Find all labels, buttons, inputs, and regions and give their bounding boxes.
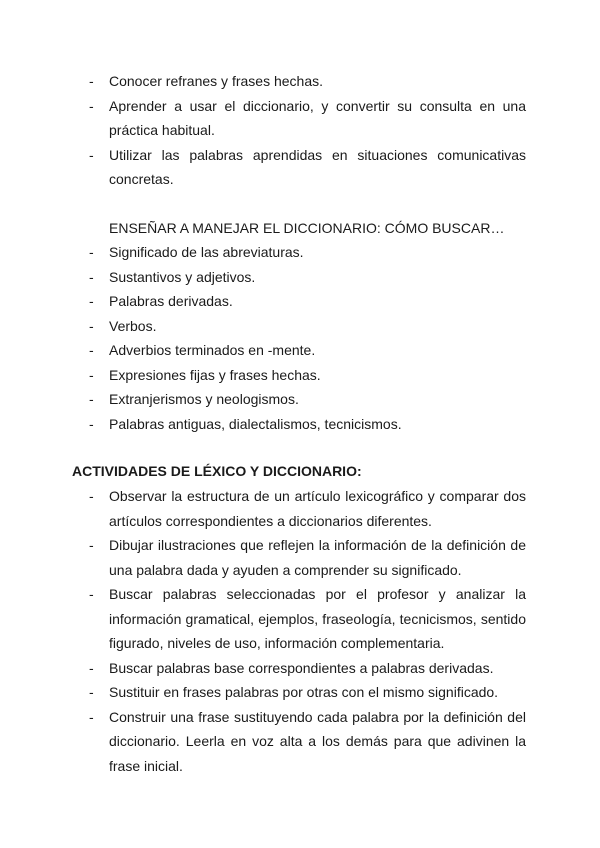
list-item-text: Aprender a usar el diccionario, y convertir su consulta en una práctica habitual. xyxy=(109,97,526,138)
bullet-dash: - xyxy=(89,244,94,260)
bullet-dash: - xyxy=(89,708,94,725)
list-item xyxy=(0,289,526,314)
list-item-text: Sustituir en frases palabras por otras con el mismo significado. xyxy=(109,684,499,700)
list-item-text: Buscar palabras base correspondientes a palabras derivadas. xyxy=(109,659,494,676)
list-item xyxy=(0,69,526,94)
bullet-dash: - xyxy=(89,684,94,700)
bullet-dash: - xyxy=(89,97,94,114)
list-item xyxy=(0,143,526,192)
list-item-text: Extranjerismos y neologismos. xyxy=(109,391,299,407)
list-item xyxy=(0,412,526,437)
list-item xyxy=(0,240,526,265)
activities-list xyxy=(0,484,526,778)
bullet-dash: - xyxy=(89,415,94,432)
list-item-text: Construir una frase sustituyendo cada palabra por la definición del diccionario. Leerla en voz alta a los demás para que adivinen la frase inicial. xyxy=(109,708,526,774)
bullet-dash: - xyxy=(89,342,94,358)
list-item-text: Palabras antiguas, dialectalismos, tecnicismos. xyxy=(109,415,402,432)
list-item xyxy=(0,656,526,681)
list-item-text: Observar la estructura de un artículo lexicográfico y comparar dos artículos correspondientes a diccionarios diferentes. xyxy=(109,488,526,529)
bullet-dash: - xyxy=(89,73,94,89)
search-topics-list xyxy=(0,240,526,436)
list-item-text: Palabras derivadas. xyxy=(109,293,233,309)
bullet-dash: - xyxy=(89,391,94,407)
bullet-dash: - xyxy=(89,293,94,309)
bullet-dash: - xyxy=(89,146,94,163)
list-item xyxy=(0,314,526,339)
list-item-text: Adverbios terminados en -mente. xyxy=(109,342,316,358)
list-item-text: Significado de las abreviaturas. xyxy=(109,244,304,260)
list-item-text: Buscar palabras seleccionadas por el profesor y analizar la información gramatical, ejemplos, fraseología, tecnicismos, sentido figurado, niveles de uso, información complementaria. xyxy=(109,586,526,651)
bullet-dash: - xyxy=(89,586,94,602)
bullet-dash: - xyxy=(89,659,94,676)
list-item-text: Conocer refranes y frases hechas. xyxy=(109,73,323,89)
list-item xyxy=(0,582,526,656)
bullet-dash: - xyxy=(89,537,94,553)
list-item xyxy=(0,680,526,705)
dictionary-heading: ENSEÑAR A MANEJAR EL DICCIONARIO: CÓMO BUSCAR… xyxy=(109,220,505,236)
list-item xyxy=(0,338,526,363)
list-item-text: Expresiones fijas y frases hechas. xyxy=(109,366,321,383)
activities-heading: ACTIVIDADES DE LÉXICO Y DICCIONARIO: xyxy=(72,463,362,479)
list-item xyxy=(0,705,526,779)
list-item-text: Dibujar ilustraciones que reflejen la información de la definición de una palabra dada y ayuden a comprender su significado. xyxy=(109,537,526,578)
list-item-text: Verbos. xyxy=(109,317,157,334)
list-item xyxy=(0,484,526,533)
bullet-dash: - xyxy=(89,488,94,504)
bullet-dash: - xyxy=(89,317,94,334)
list-item xyxy=(0,533,526,582)
bullet-dash: - xyxy=(89,366,94,383)
list-item xyxy=(0,94,526,143)
list-item xyxy=(0,387,526,412)
list-item-text: Utilizar las palabras aprendidas en situaciones comunicativas concretas. xyxy=(109,146,526,187)
objectives-list xyxy=(0,69,526,192)
list-item xyxy=(0,265,526,290)
bullet-dash: - xyxy=(89,268,94,285)
list-item-text: Sustantivos y adjetivos. xyxy=(109,268,256,285)
list-item xyxy=(0,363,526,388)
